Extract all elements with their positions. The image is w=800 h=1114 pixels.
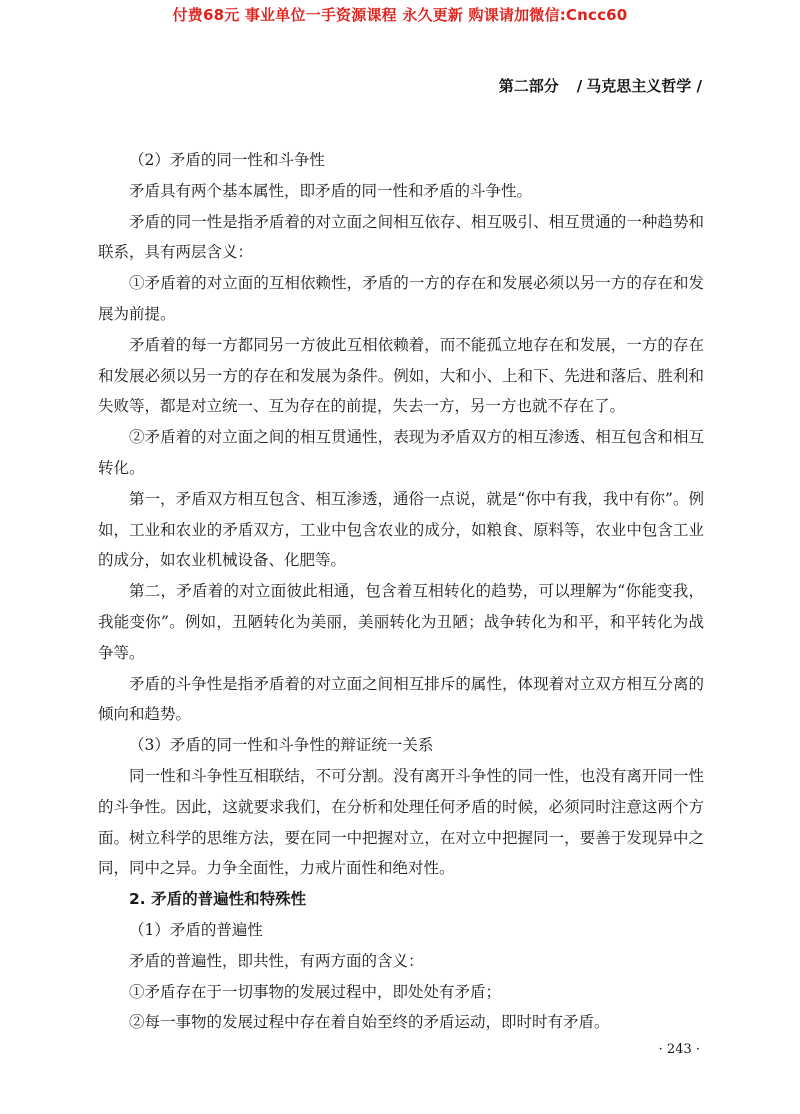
header-separator: / xyxy=(576,77,583,95)
subsection-heading: （1）矛盾的普遍性 xyxy=(129,920,263,939)
promo-banner: 付费68元 事业单位一手资源课程 永久更新 购课请加微信:Cncc60 xyxy=(172,6,628,24)
page-number: · 243 · xyxy=(658,1042,700,1057)
subsection-heading: （3）矛盾的同一性和斗争性的辩证统一关系 xyxy=(129,736,434,755)
page-body xyxy=(98,145,704,1038)
paragraph: 矛盾的普遍性，即共性，有两方面的含义： xyxy=(129,951,424,970)
paragraph: 同一性和斗争性互相联结，不可分割。没有离开斗争性的同一性，也没有离开同一性的斗争性。因此，这就要求我们，在分析和处理任何矛盾的时候，必须同时注意这两个方面。树立科学的思维方法，要在同一中把握对立，在对立中把握同一，要善于发现异中之同，同中之异。力争全面性，力戒片面性和绝对性。 xyxy=(98,766,704,878)
paragraph: ①矛盾存在于一切事物的发展过程中，即处处有矛盾； xyxy=(129,982,502,1001)
paragraph: ②每一事物的发展过程中存在着自始至终的矛盾运动，即时时有矛盾。 xyxy=(129,1013,610,1032)
paragraph: 矛盾的同一性是指矛盾着的对立面之间相互依存、相互吸引、相互贯通的一种趋势和联系，具有两层含义： xyxy=(98,212,704,262)
running-header xyxy=(499,75,702,96)
paragraph: 矛盾的斗争性是指矛盾着的对立面之间相互排斥的属性，体现着对立双方相互分离的倾向和趋势。 xyxy=(98,674,704,724)
paragraph: 矛盾具有两个基本属性，即矛盾的同一性和矛盾的斗争性。 xyxy=(129,181,533,200)
header-separator-end: / xyxy=(691,77,702,95)
paragraph: 第一，矛盾双方相互包含、相互渗透，通俗一点说，就是“你中有我，我中有你”。例如，工业和农业的矛盾双方，工业中包含农业的成分，如粮食、原料等，农业中包含工业的成分，如农业机械设备、化肥等。 xyxy=(98,489,704,570)
paragraph: ②矛盾着的对立面之间的相互贯通性，表现为矛盾双方的相互渗透、相互包含和相互转化。 xyxy=(98,428,704,477)
subsection-heading: （2）矛盾的同一性和斗争性 xyxy=(129,151,325,169)
header-section: 马克思主义哲学 xyxy=(586,77,692,95)
paragraph: 第二，矛盾着的对立面彼此相通，包含着互相转化的趋势，可以理解为“你能变我，我能变你”。例如，丑陋转化为美丽，美丽转化为丑陋；战争转化为和平，和平转化为战争等。 xyxy=(98,582,704,662)
paragraph: ①矛盾着的对立面的互相依赖性，矛盾的一方的存在和发展必须以另一方的存在和发展为前提。 xyxy=(98,274,704,323)
paragraph: 矛盾着的每一方都同另一方彼此互相依赖着，而不能孤立地存在和发展，一方的存在和发展必须以另一方的存在和发展为条件。例如，大和小、上和下、先进和落后、胜利和失败等，都是对立统一、互为存在的前提，失去一方，另一方也就不存在了。 xyxy=(98,335,704,416)
header-part: 第二部分 xyxy=(498,77,559,95)
section-heading: 2. 矛盾的普遍性和特殊性 xyxy=(129,890,307,909)
